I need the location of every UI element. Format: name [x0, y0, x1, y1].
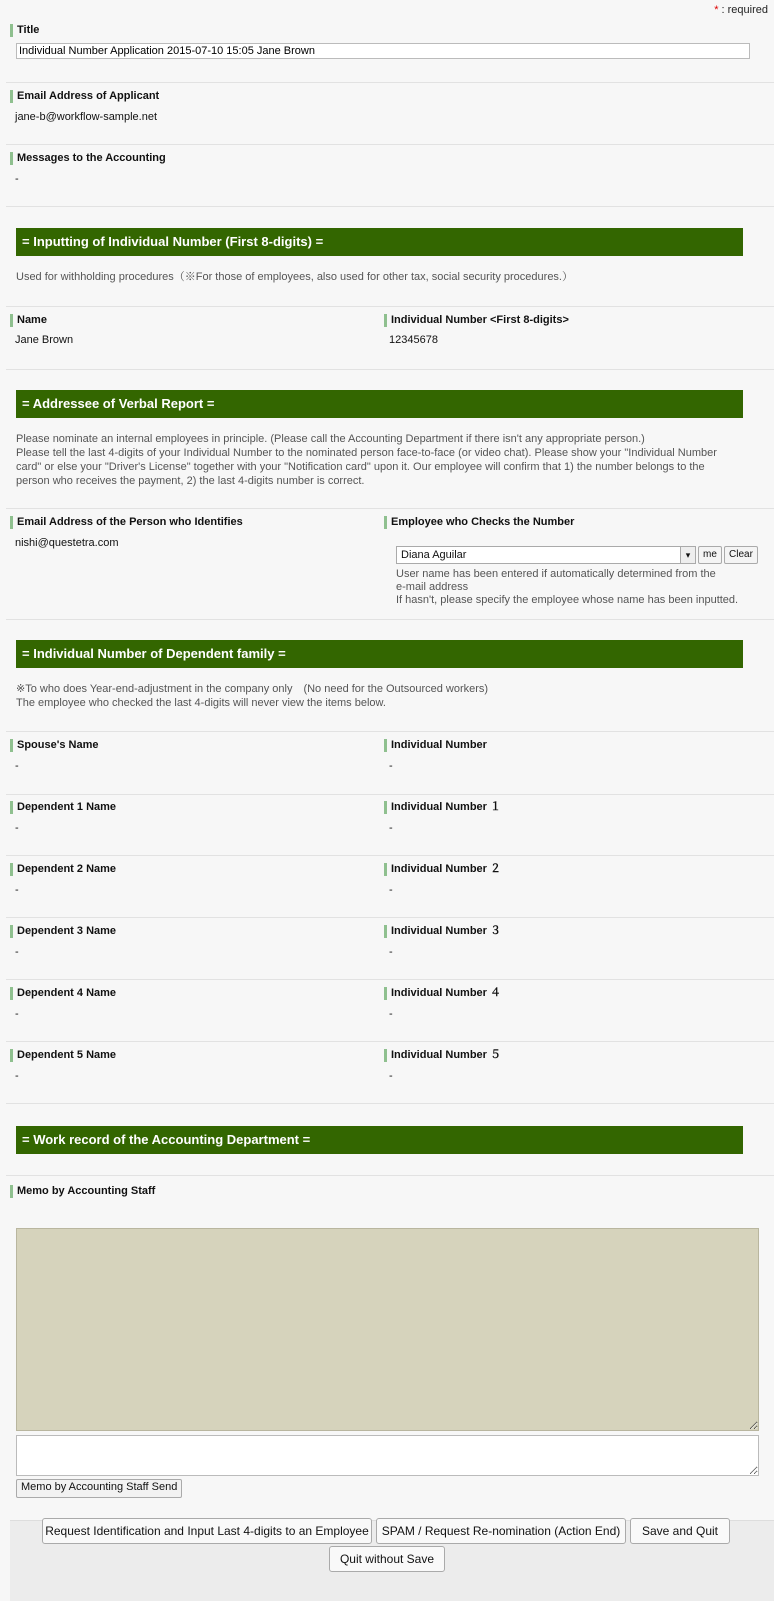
dependent5-number-label: Individual Number ５ — [384, 1049, 501, 1062]
clear-button[interactable]: Clear — [724, 546, 758, 564]
dependent1-number-label: Individual Number １ — [384, 801, 501, 814]
spouse-number-label: Individual Number — [384, 739, 487, 752]
name-label: Name — [10, 314, 47, 327]
dependent2-number-value: - — [389, 884, 393, 896]
dependent3-name-label: Dependent 3 Name — [10, 925, 116, 938]
dependent4-number-value: - — [389, 1008, 393, 1020]
email-applicant-value: jane-b@workflow-sample.net — [15, 111, 158, 123]
email-applicant-label: Email Address of Applicant — [10, 90, 159, 103]
checker-select-value: Diana Aguilar — [401, 549, 467, 561]
dependent3-number-label: Individual Number ３ — [384, 925, 501, 938]
checker-select[interactable] — [396, 546, 696, 564]
spouse-number-value: - — [389, 760, 393, 772]
identifier-value: nishi@questetra.com — [15, 537, 119, 549]
dependent1-number-value: - — [389, 822, 393, 834]
spouse-name-label: Spouse's Name — [10, 739, 98, 752]
dependent2-number-label: Individual Number ２ — [384, 863, 501, 876]
section2-desc-line: person who receives the payment, 2) the last 4-digits number is correct. — [16, 475, 365, 487]
messages-label: Messages to the Accounting — [10, 152, 166, 165]
dependent4-name-value: - — [15, 1008, 19, 1020]
identifier-label: Email Address of the Person who Identifies — [10, 516, 243, 529]
section1-banner: = Inputting of Individual Number (First 8-digits) = — [16, 228, 743, 256]
required-text: : required — [718, 4, 768, 16]
required-star: * — [714, 4, 719, 16]
dependent4-name-label: Dependent 4 Name — [10, 987, 116, 1000]
spam-button[interactable]: SPAM / Request Re-nomination (Action End) — [376, 1518, 626, 1544]
messages-value: - — [15, 173, 19, 185]
dependent2-name-label: Dependent 2 Name — [10, 863, 116, 876]
section4-banner: = Work record of the Accounting Department = — [16, 1126, 743, 1154]
memo-label: Memo by Accounting Staff — [10, 1185, 155, 1198]
dependent5-number-value: - — [389, 1070, 393, 1082]
checker-hint — [396, 568, 738, 607]
checker-hint-line: User name has been entered if automatically determined from the — [396, 568, 716, 580]
me-button[interactable]: me — [698, 546, 722, 564]
checker-hint-line: If hasn't, please specify the employee whose name has been inputted. — [396, 594, 739, 606]
checker-hint-line: e-mail address — [396, 581, 469, 593]
checker-label: Employee who Checks the Number — [384, 516, 574, 529]
dependent4-number-label: Individual Number ４ — [384, 987, 501, 1000]
number-first8-value: 12345678 — [389, 334, 438, 346]
dependent3-number-value: - — [389, 946, 393, 958]
section3-desc-line: The employee who checked the last 4-digits will never view the items below. — [16, 697, 386, 709]
section1-desc: Used for withholding procedures（※For those of employees, also used for other tax, social security procedures.） — [16, 271, 573, 283]
dependent1-name-label: Dependent 1 Name — [10, 801, 116, 814]
title-label: Title — [10, 24, 39, 37]
required-note — [714, 4, 768, 16]
name-value: Jane Brown — [15, 334, 74, 346]
section2-desc — [16, 432, 717, 488]
memo-input-textarea[interactable] — [16, 1435, 759, 1476]
title-input[interactable] — [16, 43, 750, 59]
action-footer — [10, 1520, 774, 1601]
dependent3-name-value: - — [15, 946, 19, 958]
quit-without-save-button[interactable]: Quit without Save — [329, 1546, 445, 1572]
dependent1-name-value: - — [15, 822, 19, 834]
section3-desc-line: ※To who does Year-end-adjustment in the company only (No need for the Outsourced workers) — [16, 683, 489, 695]
chevron-down-icon[interactable]: ▾ — [680, 547, 695, 563]
memo-send-button[interactable]: Memo by Accounting Staff Send — [16, 1479, 182, 1498]
memo-history-textarea[interactable] — [16, 1228, 759, 1431]
spouse-name-value: - — [15, 760, 19, 772]
number-first8-label: Individual Number <First 8-digits> — [384, 314, 569, 327]
section3-banner: = Individual Number of Dependent family = — [16, 640, 743, 668]
section2-desc-line: Please tell the last 4-digits of your Individual Number to the nominated person face-to-face (or video chat). Please show your "Individual Number — [16, 447, 717, 459]
dependent5-name-label: Dependent 5 Name — [10, 1049, 116, 1062]
section2-desc-line: Please nominate an internal employees in principle. (Please call the Accounting Department if there isn't any appropriate person.) — [16, 433, 645, 445]
dependent2-name-value: - — [15, 884, 19, 896]
dependent5-name-value: - — [15, 1070, 19, 1082]
section2-banner: = Addressee of Verbal Report = — [16, 390, 743, 418]
request-identification-button[interactable]: Request Identification and Input Last 4-digits to an Employee — [42, 1518, 372, 1544]
save-and-quit-button[interactable]: Save and Quit — [630, 1518, 730, 1544]
section3-desc — [16, 682, 488, 710]
section2-desc-line: card" or else your "Driver's License" together with your "Notification card" upon it. Our employee will confirm that 1) the number belongs to the — [16, 461, 705, 473]
